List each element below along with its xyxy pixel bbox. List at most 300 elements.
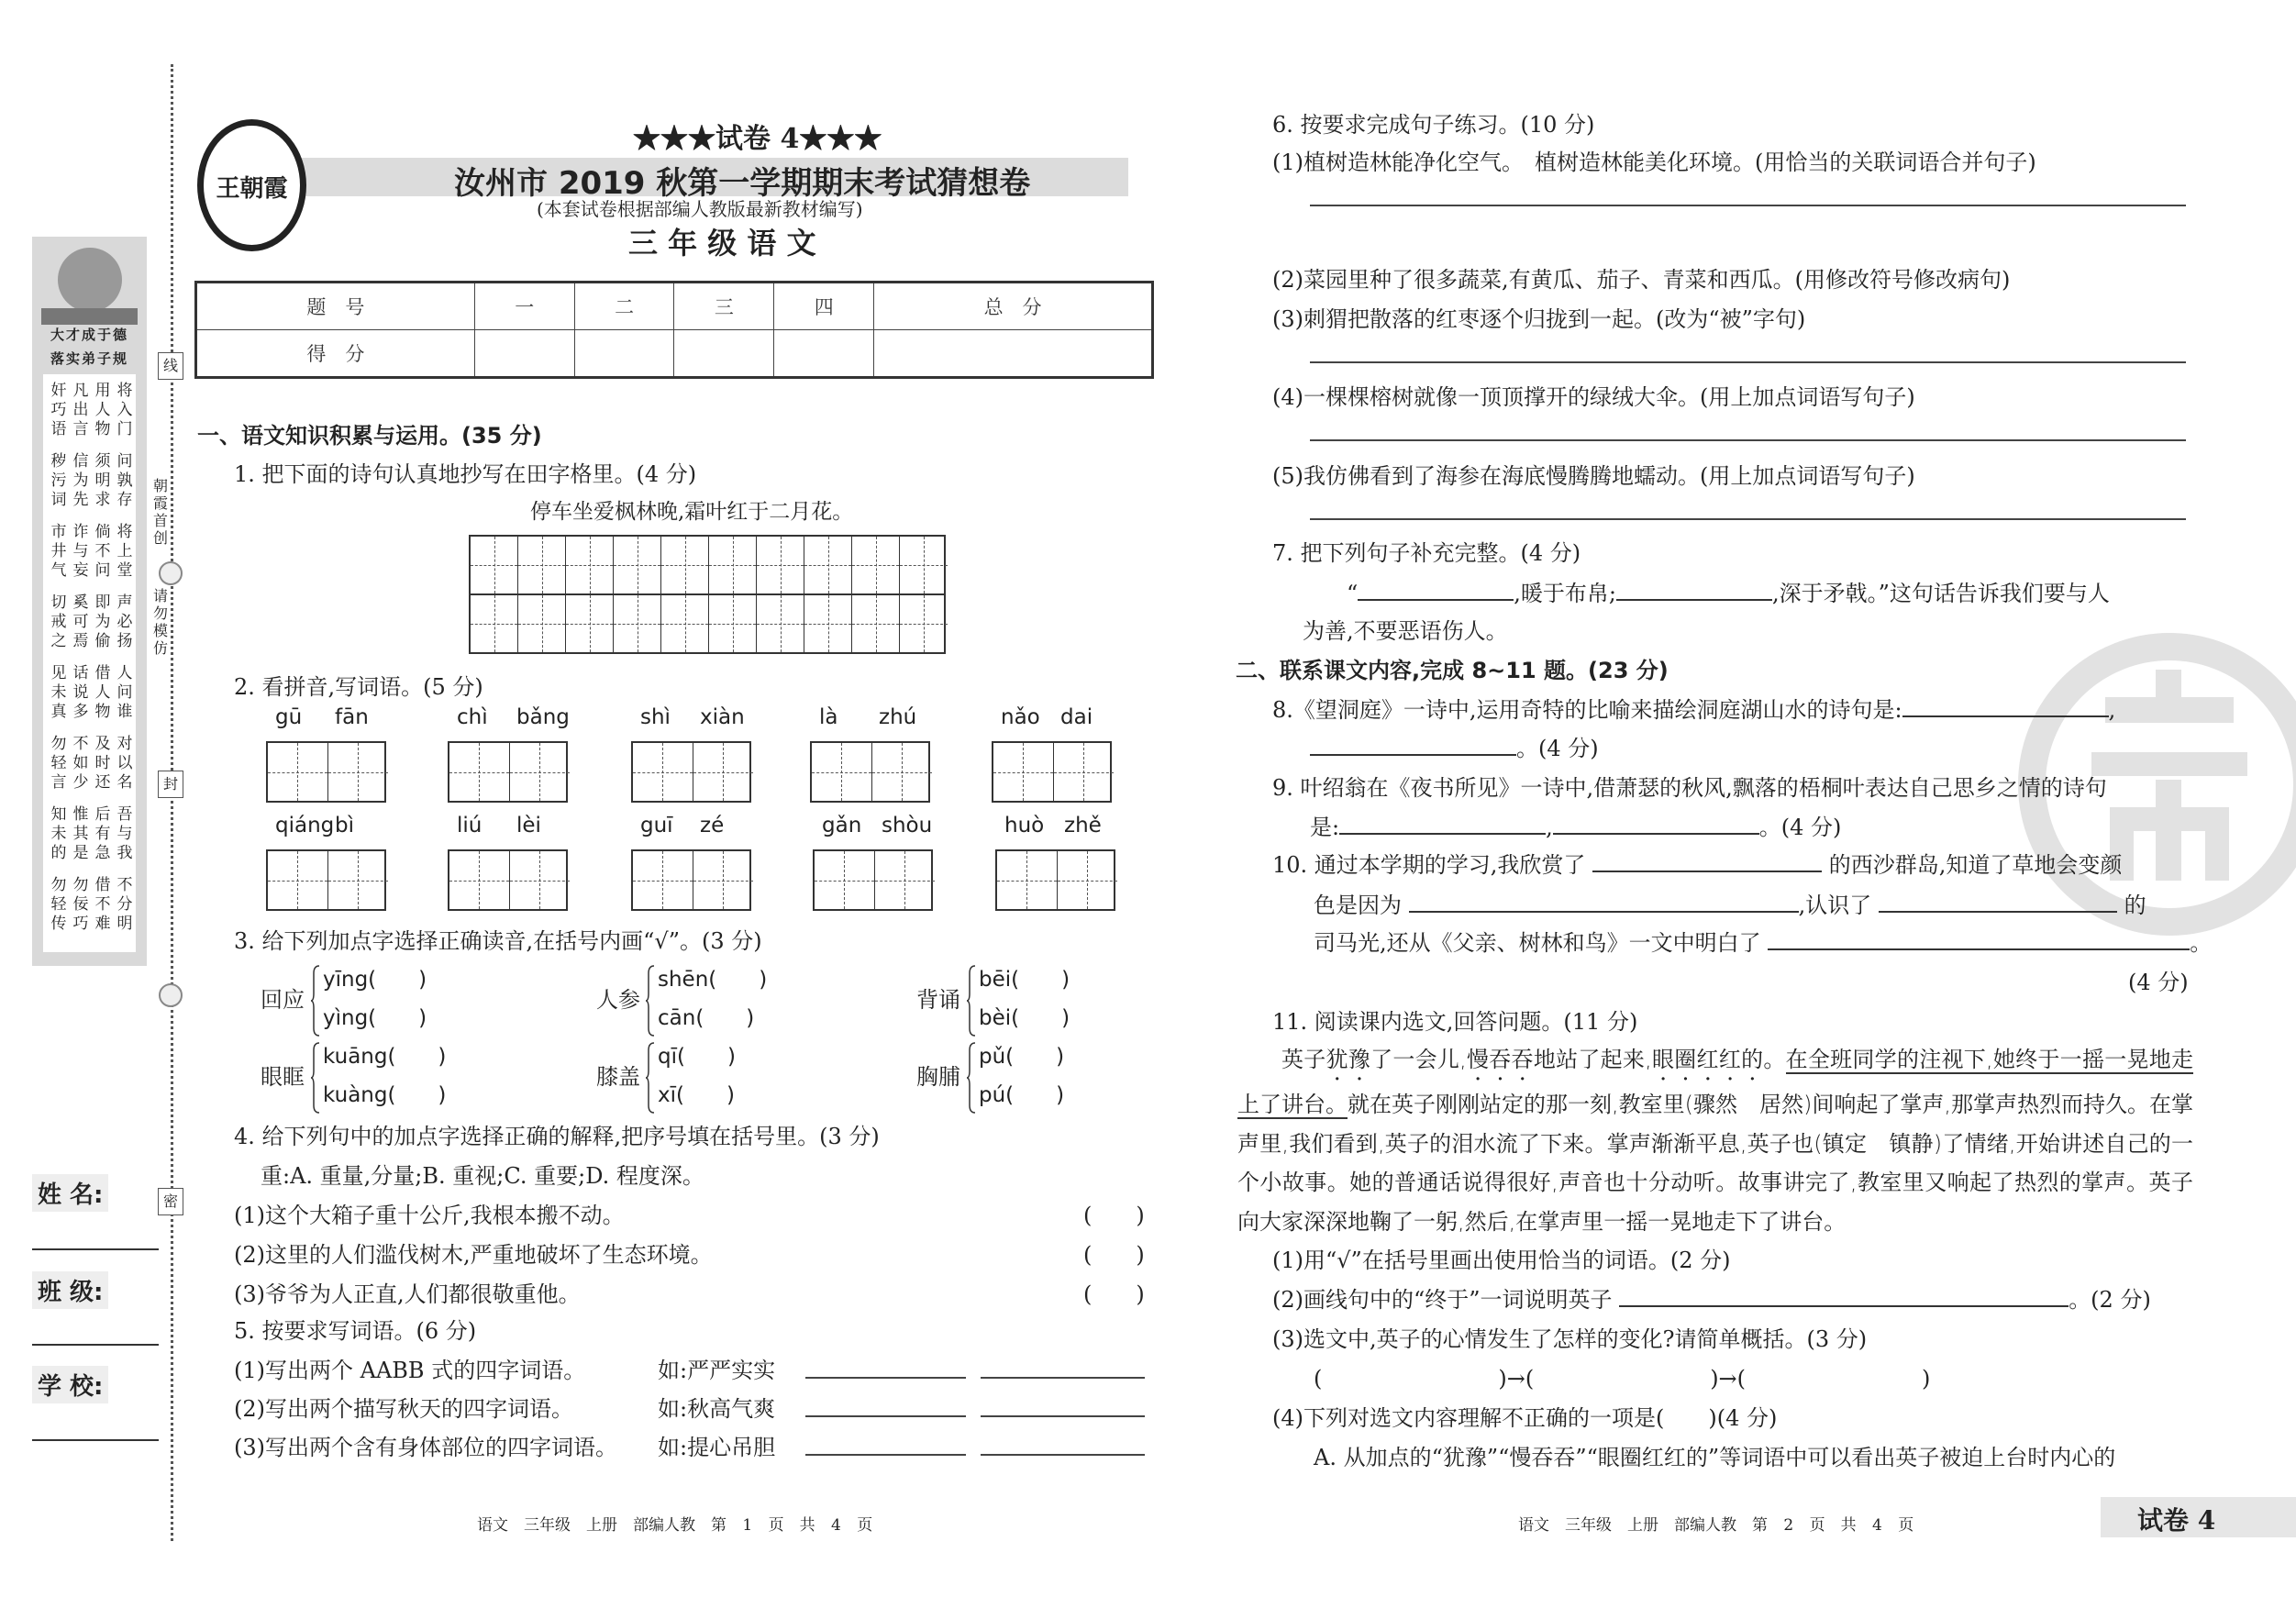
pinyin-syllable: guī <box>640 814 673 837</box>
q6-answer-line-4[interactable] <box>1310 439 2186 441</box>
q7-blank-1[interactable] <box>1358 577 1514 601</box>
score-header-cell: 二 <box>574 283 674 330</box>
grid-guide <box>852 565 899 566</box>
motto-line-2: 落实弟子规 <box>50 350 128 367</box>
page-2-footer: 语文 三年级 上册 部编人教 第 2 页 共 4 页 <box>1518 1516 1914 1535</box>
q3-option[interactable]: bēi( ) <box>979 968 1070 992</box>
q7-sentence-end: 为善,不要恶语伤人。 <box>1303 618 1508 644</box>
q6-item-5: (5)我仿佛看到了海参在海底慢腾腾地蠕动。(用上加点词语写句子) <box>1272 463 1915 489</box>
pinyin-answer-box[interactable] <box>992 741 1112 803</box>
class-label: 班 级: <box>32 1271 108 1309</box>
grid-cell[interactable] <box>518 537 566 593</box>
q4-definitions: 重:A. 重量,分量;B. 重视;C. 重要;D. 程度深。 <box>261 1163 704 1189</box>
q3-option[interactable]: bèi( ) <box>979 1006 1070 1030</box>
grid-cell[interactable] <box>709 537 757 593</box>
pinyin-answer-box[interactable] <box>995 849 1115 911</box>
grid-guide <box>633 881 693 882</box>
pinyin-syllable: fān <box>335 705 369 729</box>
q5-item: (1)写出两个 AABB 式的四字词语。 <box>234 1358 586 1383</box>
grid-guide <box>804 565 851 566</box>
q5-example: 如:严严实实 <box>658 1358 776 1383</box>
grid-cell[interactable] <box>709 595 757 652</box>
verse-column: 信为先 <box>72 452 89 509</box>
verse-column: 奚可焉 <box>72 593 89 650</box>
question-3: 3. 给下列加点字选择正确读音,在括号内画“√”。(3 分) <box>234 928 762 954</box>
score-cell[interactable] <box>674 330 774 378</box>
grid-guide <box>518 565 565 566</box>
q4-item: (1)这个大箱子重十公斤,我根本搬不动。 <box>234 1203 625 1228</box>
q11-sub-2-blank[interactable] <box>1619 1283 2069 1307</box>
q5-item: (3)写出两个含有身体部位的四字词语。 <box>234 1435 617 1460</box>
verse-column: 知未的 <box>50 805 67 862</box>
q5-answer-line[interactable] <box>805 1415 966 1417</box>
verse-column: 诈与妄 <box>72 523 89 580</box>
grid-guide <box>900 565 948 566</box>
q10-blank-2[interactable] <box>1409 889 1799 913</box>
question-4: 4. 给下列句中的加点字选择正确的解释,把序号填在括号里。(3 分) <box>234 1124 880 1149</box>
q11-body <box>1237 1040 2193 1478</box>
grid-cell[interactable] <box>510 851 571 909</box>
q3-word: 膝盖 <box>596 1064 640 1090</box>
grid-cell[interactable] <box>693 743 754 801</box>
grid-cell[interactable] <box>518 595 566 652</box>
grid-cell[interactable] <box>852 537 900 593</box>
swirl-ornament-icon <box>159 561 183 585</box>
verse-column: 问孰存 <box>116 452 133 509</box>
score-row-label: 得 分 <box>196 330 475 378</box>
pinyin-answer-box[interactable] <box>813 849 933 911</box>
verse-column: 话说多 <box>72 664 89 721</box>
grid-guide <box>328 881 389 882</box>
q3-option[interactable]: kuàng( ) <box>323 1083 447 1107</box>
grid-cell[interactable] <box>852 595 900 652</box>
brace-icon <box>310 1041 321 1115</box>
desk-illustration <box>41 308 138 325</box>
q11-sub-2 <box>1272 1281 2193 1320</box>
q11-sub-2-score: 。(2 分) <box>2069 1287 2151 1313</box>
passage-dotted-word: 犹豫 <box>1325 1047 1371 1072</box>
grid-guide <box>661 624 708 625</box>
grid-cell[interactable] <box>471 537 518 593</box>
grid-cell[interactable] <box>268 743 328 801</box>
passage-text: 。 <box>1763 1047 1786 1072</box>
q5-answer-line[interactable] <box>981 1377 1145 1379</box>
pinyin-syllable: liú <box>457 814 482 837</box>
q11-sub-3: (3)选文中,英子的心情发生了怎样的变化?请简单概括。(3 分) <box>1272 1326 1868 1352</box>
section-2-heading: 二、联系课文内容,完成 8~11 题。(23 分) <box>1236 658 1669 683</box>
grid-cell[interactable] <box>875 851 936 909</box>
q6-item-3: (3)刺猬把散落的红枣逐个归拢到一起。(改为“被”字句) <box>1272 306 1806 332</box>
brace-icon <box>645 1041 656 1115</box>
grid-cell[interactable] <box>633 743 693 801</box>
grid-cell[interactable] <box>757 595 804 652</box>
poem-line: 停车坐爱枫林晚,霜叶红于二月花。 <box>530 500 854 524</box>
pinyin-syllable: zhú <box>879 705 917 729</box>
q8-blank-2[interactable] <box>1310 732 1516 756</box>
grid-guide <box>693 881 754 882</box>
q4-answer-paren[interactable]: ( ) <box>1083 1203 1145 1228</box>
verse-column: 勿轻言 <box>50 735 67 792</box>
pinyin-syllable: nǎo <box>1001 705 1040 729</box>
grid-guide <box>518 624 565 625</box>
q3-option[interactable]: yìng( ) <box>323 1006 427 1030</box>
grid-cell[interactable] <box>815 851 875 909</box>
corner-paper-tag <box>2101 1497 2296 1537</box>
grid-cell[interactable] <box>328 851 389 909</box>
paper-number: ★★★试卷 4★★★ <box>633 123 882 155</box>
question-7: 7. 把下列句子补充完整。(4 分) <box>1272 540 1581 566</box>
q10-text-e: 的 <box>2124 893 2146 918</box>
q6-item-4 <box>1272 379 1915 411</box>
grid-guide <box>268 881 327 882</box>
passage-text: 就在英子刚刚站定的那一刻,教室里(骤然 居然)间响起了掌声,那掌声热烈而持久。在掌声里,我们看到,英子的泪水流了下来。掌声渐渐平息,英子也(镇定 镇静)了情绪,开始讲述自己的一个小故事。她的普通话说得很好,声音也十分动听。故事讲完了,教室里又响起了热烈的掌声。英子向大家深深地鞠了一躬,然后,在掌声里一摇一晃地走下了讲台。 <box>1237 1092 2194 1235</box>
vertical-note-first: 朝霞首创 <box>152 477 168 547</box>
verse-column: 声必扬 <box>116 593 133 650</box>
q3-word: 胸脯 <box>916 1064 960 1090</box>
seal-line-mark: 线 <box>158 352 183 380</box>
grid-guide <box>757 565 804 566</box>
grid-guide <box>993 772 1053 773</box>
q9-line-2: 是: , 。(4 分) <box>1310 809 1841 841</box>
q8-blank-1[interactable] <box>1902 693 2109 717</box>
grid-guide <box>997 881 1057 882</box>
brace-icon <box>310 964 321 1037</box>
grid-cell[interactable] <box>997 851 1058 909</box>
grid-cell[interactable] <box>661 537 709 593</box>
pinyin-syllable: zhě <box>1064 814 1102 837</box>
verse-column: 倘不问 <box>94 523 111 580</box>
brace-icon <box>966 1041 977 1115</box>
exam-title: 汝州市 2019 秋第一学期期末考试猜想卷 <box>454 165 1031 202</box>
q3-word: 背诵 <box>916 987 960 1013</box>
pinyin-syllable: bì <box>335 814 354 837</box>
q5-answer-line[interactable] <box>805 1454 966 1456</box>
q6-item-4-text: (4)一棵棵榕树就像一顶顶撑开的绿绒大伞。(用上加点词语写句子) <box>1272 384 1915 410</box>
verse-column: 秽污词 <box>50 452 67 509</box>
grid-guide <box>1054 772 1115 773</box>
verse-column: 惟其是 <box>72 805 89 862</box>
q9-label: 是: <box>1310 815 1340 840</box>
dizigui-verses <box>43 374 136 952</box>
verse-column: 勿轻传 <box>50 876 67 933</box>
q3-option[interactable]: kuāng( ) <box>323 1045 447 1069</box>
score-table <box>194 281 1154 379</box>
binding-cut-line <box>171 64 173 1541</box>
grid-guide <box>804 624 851 625</box>
q10-text-f: 司马光,还从《父亲、树林和鸟》一文中明白了 <box>1314 930 1761 956</box>
q7-blank-2[interactable] <box>1616 577 1772 601</box>
verse-column: 须明求 <box>94 452 111 509</box>
verse-column: 及时还 <box>94 735 111 792</box>
grid-cell[interactable] <box>812 743 872 801</box>
grid-guide <box>872 772 933 773</box>
brace-icon <box>966 964 977 1037</box>
q4-answer-paren[interactable]: ( ) <box>1083 1242 1145 1268</box>
name-field[interactable] <box>32 1248 159 1250</box>
passage-text: 地站了起来, <box>1533 1047 1652 1072</box>
name-label: 姓 名: <box>32 1174 108 1212</box>
seal-seal-mark: 封 <box>158 771 183 798</box>
q3-word: 人参 <box>596 987 640 1013</box>
grid-cell[interactable] <box>804 537 852 593</box>
tianzige-row-1[interactable] <box>469 535 946 595</box>
brace-icon <box>645 964 656 1037</box>
grid-cell[interactable] <box>449 851 510 909</box>
verse-column: 将入门 <box>116 382 133 438</box>
pinyin-syllable: xiàn <box>700 705 745 729</box>
grid-cell[interactable] <box>566 595 614 652</box>
q11-sub-4: (4)下列对选文内容理解不正确的一项是( )(4 分) <box>1272 1405 1778 1431</box>
q9-blank-1[interactable] <box>1339 811 1546 835</box>
exam-subtitle: (本套试卷根据部编人教版最新教材编写) <box>537 198 863 220</box>
verse-column: 将上堂 <box>116 523 133 580</box>
grid-cell[interactable] <box>614 537 661 593</box>
grid-cell[interactable] <box>1054 743 1115 801</box>
q9-blank-2[interactable] <box>1553 811 1759 835</box>
verse-column: 奸巧语 <box>50 382 67 438</box>
q6-item-1: (1)植树造林能净化空气。 植树造林能美化环境。(用恰当的关联词语合并句子) <box>1272 150 2036 175</box>
q3-option[interactable]: cān( ) <box>658 1006 755 1030</box>
grid-guide <box>757 624 804 625</box>
passage-text: 英子 <box>1281 1047 1326 1072</box>
section-1-heading: 一、语文知识积累与运用。(35 分) <box>197 423 542 449</box>
verse-column: 见未真 <box>50 664 67 721</box>
q3-option[interactable]: yīng( ) <box>323 968 427 992</box>
verse-column: 吾与我 <box>116 805 133 862</box>
reading-passage <box>1237 1040 2193 1241</box>
grid-guide <box>566 565 613 566</box>
school-label: 学 校: <box>32 1366 108 1403</box>
grid-cell[interactable] <box>449 743 510 801</box>
verse-column: 切戒之 <box>50 593 67 650</box>
question-8: 8.《望洞庭》一诗中,运用奇特的比喻来描绘洞庭湖山水的诗句是: , <box>1272 692 2115 724</box>
verse-column: 不分明 <box>116 876 133 933</box>
grid-guide <box>510 881 571 882</box>
q10-text-b: 的西沙群岛,知道了草地会变颜 <box>1828 852 2123 878</box>
grid-cell[interactable] <box>471 595 518 652</box>
grid-cell[interactable] <box>268 851 328 909</box>
verse-column: 凡出言 <box>72 382 89 438</box>
q9-score: 。(4 分) <box>1758 815 1842 840</box>
grid-cell[interactable] <box>328 743 389 801</box>
seal-secret-mark: 密 <box>158 1188 183 1215</box>
verse-column: 不如少 <box>72 735 89 792</box>
grid-guide <box>661 565 708 566</box>
verse-column: 后有急 <box>94 805 111 862</box>
question-11: 11. 阅读课内选文,回答问题。(11 分) <box>1272 1009 1638 1035</box>
pinyin-syllable: qiáng <box>275 814 335 837</box>
grid-cell[interactable] <box>900 595 948 652</box>
q5-example: 如:秋高气爽 <box>658 1396 776 1422</box>
score-header-cell: 一 <box>474 283 574 330</box>
q6-answer-line-5[interactable] <box>1310 518 2186 520</box>
motto-line-1: 大才成于德 <box>50 327 128 343</box>
pinyin-answer-box[interactable] <box>448 849 568 911</box>
pinyin-answer-box[interactable] <box>448 741 568 803</box>
pinyin-syllable: dai <box>1060 705 1093 729</box>
score-cell[interactable] <box>574 330 674 378</box>
grid-cell[interactable] <box>804 595 852 652</box>
grid-guide <box>614 624 660 625</box>
q5-answer-line[interactable] <box>981 1454 1145 1456</box>
q3-option[interactable]: pǔ( ) <box>979 1045 1065 1069</box>
question-10 <box>1272 847 2122 879</box>
grid-guide <box>566 624 613 625</box>
grid-guide <box>471 624 517 625</box>
grid-guide <box>268 772 327 773</box>
pinyin-syllable: shòu <box>882 814 933 837</box>
q11-sub-3-answer-chain[interactable]: ( )→( )→( ) <box>1314 1366 1931 1392</box>
grid-cell[interactable] <box>566 537 614 593</box>
q3-word: 回应 <box>261 987 305 1013</box>
grid-cell[interactable] <box>1058 851 1118 909</box>
q5-answer-line[interactable] <box>805 1377 966 1379</box>
verse-column: 借人物 <box>94 664 111 721</box>
pinyin-syllable: chì <box>457 705 488 729</box>
grid-guide <box>693 772 754 773</box>
q10-blank-3[interactable] <box>1879 889 2117 913</box>
q7-open-quote: “ <box>1347 581 1359 606</box>
school-field[interactable] <box>32 1439 159 1441</box>
verse-column: 借不难 <box>94 876 111 933</box>
pinyin-answer-box[interactable] <box>631 849 751 911</box>
score-cell[interactable] <box>474 330 574 378</box>
q7-sentence <box>1347 575 2110 607</box>
q10-line-2 <box>1314 887 2146 919</box>
grid-cell[interactable] <box>510 743 571 801</box>
q6-answer-line-3[interactable] <box>1310 361 2186 363</box>
score-header-cell: 三 <box>674 283 774 330</box>
grid-guide <box>449 772 509 773</box>
pinyin-answer-box[interactable] <box>631 741 751 803</box>
question-9: 9. 叶绍翁在《夜书所见》一诗中,借萧瑟的秋风,飘落的梧桐叶表达自己思乡之情的诗句 <box>1272 775 2107 801</box>
grid-guide <box>614 565 660 566</box>
verse-column: 用人物 <box>94 382 111 438</box>
passage-text: 了一会儿, <box>1370 1047 1467 1072</box>
q5-item: (2)写出两个描写秋天的四字词语。 <box>234 1396 573 1422</box>
q11-sub-1: (1)用“√”在括号里画出使用恰当的词语。(2 分) <box>1272 1248 1731 1273</box>
q5-example: 如:提心吊胆 <box>658 1435 776 1460</box>
q3-option[interactable]: shēn( ) <box>658 968 768 992</box>
pinyin-syllable: gū <box>275 705 303 729</box>
grid-cell[interactable] <box>633 851 693 909</box>
q10-text-c: 色是因为 <box>1314 893 1402 918</box>
grid-cell[interactable] <box>900 537 948 593</box>
q4-answer-paren[interactable]: ( ) <box>1083 1281 1145 1307</box>
grid-cell[interactable] <box>693 851 754 909</box>
score-header-cell: 四 <box>774 283 874 330</box>
verse-column: 人问谁 <box>116 664 133 721</box>
score-table-header-row <box>196 283 1153 330</box>
q4-item: (2)这里的人们滥伐树木,严重地破坏了生态环境。 <box>234 1242 713 1268</box>
swirl-ornament-icon <box>159 983 183 1007</box>
question-2: 2. 看拼音,写词语。(5 分) <box>234 674 483 700</box>
tianzige-row-2[interactable] <box>469 593 946 654</box>
grid-cell[interactable] <box>993 743 1054 801</box>
q8-text: 8.《望洞庭》一诗中,运用奇特的比喻来描绘洞庭湖山水的诗句是: <box>1272 697 1902 723</box>
vertical-note-second: 请勿模仿 <box>152 587 168 657</box>
grid-guide <box>471 565 517 566</box>
grid-guide <box>852 624 899 625</box>
q11-sub-4-option-a: A. 从加点的“犹豫”“慢吞吞”“眼圈红红的”等词语中可以看出英子被迫上台时内心的 <box>1314 1445 2116 1470</box>
q10-score: (4 分) <box>2128 970 2189 995</box>
pinyin-syllable: lèi <box>516 814 541 837</box>
class-field[interactable] <box>32 1344 159 1346</box>
q11-sub-2-text: (2)画线句中的“终于”一词说明英子 <box>1272 1287 1613 1313</box>
grid-cell[interactable] <box>614 595 661 652</box>
verse-column: 即为偷 <box>94 593 111 650</box>
q8-score: 。(4 分) <box>1516 736 1599 761</box>
score-header-cell: 总 分 <box>874 283 1153 330</box>
grid-guide <box>815 881 874 882</box>
q6-item-2: (2)菜园里种了很多蔬菜,有黄瓜、茄子、青菜和西瓜。(用修改符号修改病句) <box>1272 267 2011 293</box>
q10-blank-4[interactable] <box>1768 926 2190 950</box>
q3-option[interactable]: pú( ) <box>979 1083 1065 1107</box>
grid-guide <box>633 772 693 773</box>
q7-text-b: ,暖于布帛; <box>1514 581 1616 606</box>
verse-column: 对以名 <box>116 735 133 792</box>
q10-line-3: 司马光,还从《父亲、树林和鸟》一文中明白了 。 <box>1314 925 2212 957</box>
page-1-footer: 语文 三年级 上册 部编人教 第 1 页 共 4 页 <box>477 1516 873 1535</box>
question-6: 6. 按要求完成句子练习。(10 分) <box>1272 112 1595 138</box>
subject-title: 三 年 级 语 文 <box>628 226 816 261</box>
score-table-score-row <box>196 330 1153 378</box>
q7-text-c: ,深于矛戟。”这句话告诉我们要与人 <box>1772 581 2110 606</box>
grid-guide <box>328 772 389 773</box>
pinyin-syllable: shì <box>640 705 671 729</box>
pinyin-syllable: bǎng <box>516 705 570 729</box>
logo-text: 王朝霞 <box>216 175 288 203</box>
passage-dotted-word: 眼圈红红的 <box>1651 1047 1764 1072</box>
grid-cell[interactable] <box>757 537 804 593</box>
score-header-cell: 题 号 <box>196 283 475 330</box>
grid-cell[interactable] <box>661 595 709 652</box>
question-1: 1. 把下面的诗句认真地抄写在田字格里。(4 分) <box>234 461 697 487</box>
pinyin-answer-box[interactable] <box>266 849 386 911</box>
pinyin-syllable: gǎn <box>822 814 862 837</box>
score-cell[interactable] <box>874 330 1153 378</box>
q10-text-d: ,认识了 <box>1798 893 1872 918</box>
student-illustration <box>58 248 122 312</box>
verse-column: 市井气 <box>50 523 67 580</box>
question-5: 5. 按要求写词语。(6 分) <box>234 1318 477 1344</box>
passage-dotted-word: 慢吞吞 <box>1466 1047 1534 1072</box>
binding-sidebar <box>32 237 147 966</box>
grid-cell[interactable] <box>872 743 933 801</box>
pinyin-answer-box[interactable] <box>266 741 386 803</box>
pinyin-answer-box[interactable] <box>810 741 930 803</box>
grid-guide <box>875 881 936 882</box>
grid-guide <box>812 772 871 773</box>
q5-answer-line[interactable] <box>981 1415 1145 1417</box>
q10-blank-1[interactable] <box>1592 848 1822 872</box>
q3-option[interactable]: qī( ) <box>658 1045 736 1069</box>
q3-word: 眼眶 <box>261 1064 305 1090</box>
grid-guide <box>709 624 756 625</box>
grid-guide <box>510 772 571 773</box>
grid-guide <box>900 624 948 625</box>
grid-guide <box>1058 881 1118 882</box>
q3-option[interactable]: xī( ) <box>658 1083 735 1107</box>
q6-answer-line-1[interactable] <box>1310 205 2186 206</box>
q10-text-a: 10. 通过本学期的学习,我欣赏了 <box>1272 852 1586 878</box>
pinyin-syllable: huò <box>1004 814 1045 837</box>
grid-guide <box>449 881 509 882</box>
verse-column: 勿佞巧 <box>72 876 89 933</box>
q8-line-2 <box>1310 730 1599 762</box>
grid-guide <box>709 565 756 566</box>
score-cell[interactable] <box>774 330 874 378</box>
